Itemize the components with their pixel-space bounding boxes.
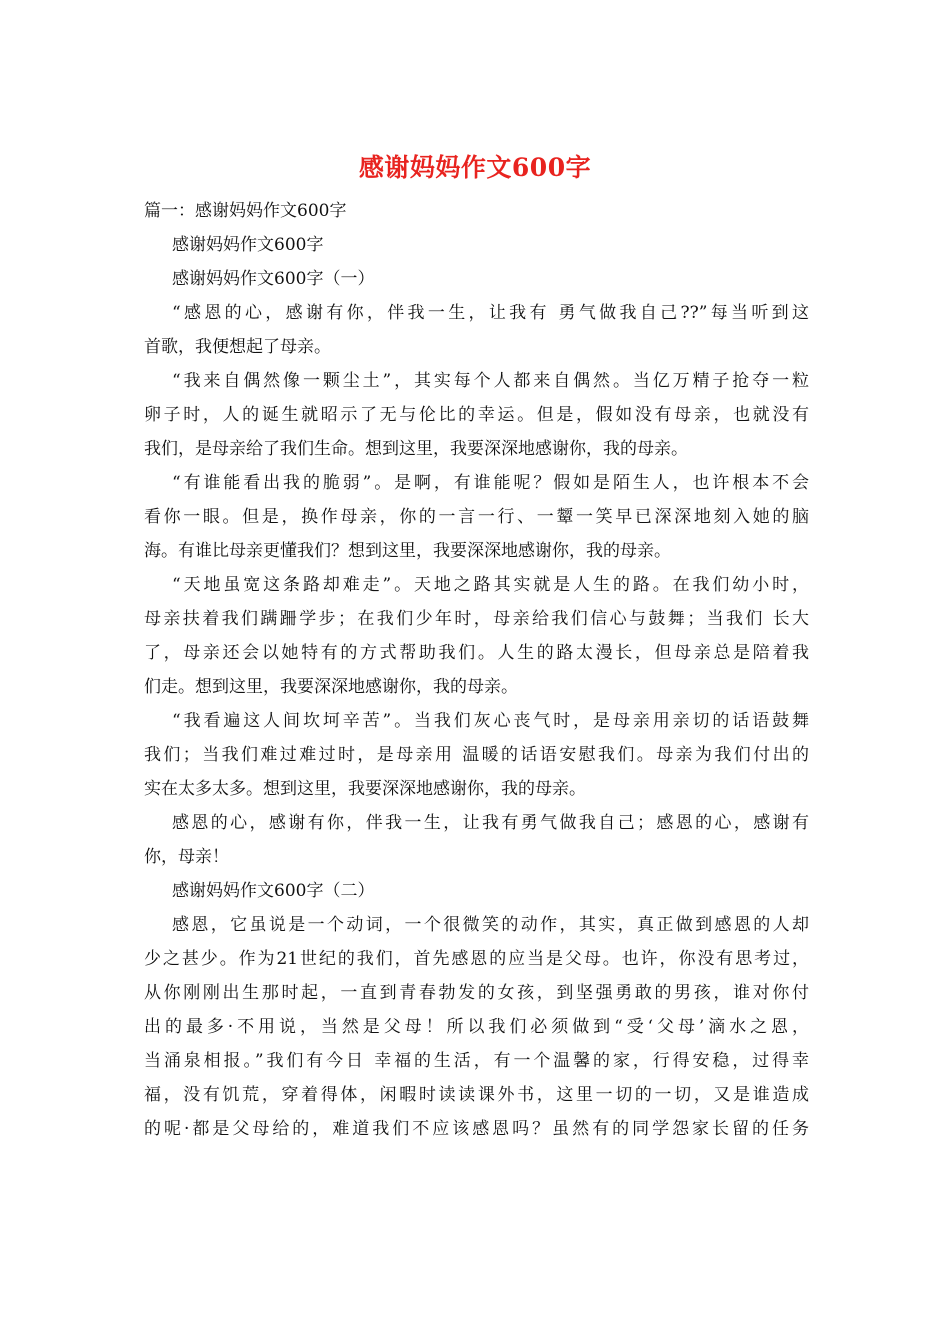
document-body — [144, 194, 809, 1146]
text-line: “感恩的心，感谢有你，伴我一生，让我有 勇气做我自己??”每当听到这 — [172, 303, 809, 323]
text-line: 从你刚刚出生那时起，一直到青春勃发的女孩，到坚强勇敢的男孩，谁对你付 — [144, 983, 809, 1003]
document-title: 感谢妈妈作文600字 — [358, 153, 592, 182]
text-line: 卵子时，人的诞生就昭示了无与伦比的幸运。但是，假如没有母亲，也就没有 — [144, 405, 809, 425]
text-line: 母亲扶着我们蹒跚学步；在我们少年时，母亲给我们信心与鼓舞；当我们 长大 — [144, 609, 809, 629]
text-line: 首歌，我便想起了母亲。 — [144, 337, 331, 357]
text-line: 少之甚少。作为21世纪的我们，首先感恩的应当是父母。也许，你没有思考过， — [144, 949, 809, 969]
text-line: 感谢妈妈作文600字（一） — [172, 269, 375, 289]
text-line: 感恩，它虽说是一个动词，一个很微笑的动作，其实，真正做到感恩的人却 — [172, 915, 809, 935]
text-line: 出的最多·不用说，当然是父母！所以我们必须做到“受‘父母’滴水之恩， — [144, 1017, 809, 1037]
text-line: “我看遍这人间坎坷辛苦”。当我们灰心丧气时，是母亲用亲切的话语鼓舞 — [172, 711, 809, 731]
text-line: 篇一：感谢妈妈作文600字 — [144, 201, 347, 221]
text-line: 你，母亲！ — [144, 847, 229, 867]
text-line: 看你一眼。但是，换作母亲，你的一言一行、一颦一笑早已深深地刻入她的脑 — [144, 507, 809, 527]
text-line: 们走。想到这里，我要深深地感谢你，我的母亲。 — [144, 677, 518, 697]
text-line: “天地虽宽这条路却难走”。天地之路其实就是人生的路。在我们幼小时， — [172, 575, 809, 595]
text-line: 感恩的心，感谢有你，伴我一生，让我有勇气做我自己；感恩的心，感谢有 — [172, 813, 809, 833]
text-line: 实在太多太多。想到这里，我要深深地感谢你，我的母亲。 — [144, 779, 586, 799]
text-line: 感谢妈妈作文600字（二） — [172, 881, 375, 901]
text-line: 的呢·都是父母给的，难道我们不应该感恩吗？虽然有的同学怨家长留的任务 — [144, 1119, 809, 1139]
text-line: 了，母亲还会以她特有的方式帮助我们。人生的路太漫长，但母亲总是陪着我 — [144, 643, 809, 663]
text-line: 福，没有饥荒，穿着得体，闲暇时读读课外书，这里一切的一切，又是谁造成 — [144, 1085, 809, 1105]
text-line: 我们；当我们难过难过时，是母亲用 温暖的话语安慰我们。母亲为我们付出的 — [144, 745, 809, 765]
text-line: “我来自偶然像一颗尘土”，其实每个人都来自偶然。当亿万精子抢夺一粒 — [172, 371, 809, 391]
text-line: “有谁能看出我的脆弱”。是啊，有谁能呢？假如是陌生人，也许根本不会 — [172, 473, 809, 493]
text-line: 海。有谁比母亲更懂我们？想到这里，我要深深地感谢你，我的母亲。 — [144, 541, 671, 561]
text-line: 当涌泉相报。”我们有今日 幸福的生活，有一个温馨的家，行得安稳，过得幸 — [144, 1051, 809, 1071]
text-line: 我们，是母亲给了我们生命。想到这里，我要深深地感谢你，我的母亲。 — [144, 439, 688, 459]
text-line: 感谢妈妈作文600字 — [172, 235, 324, 255]
